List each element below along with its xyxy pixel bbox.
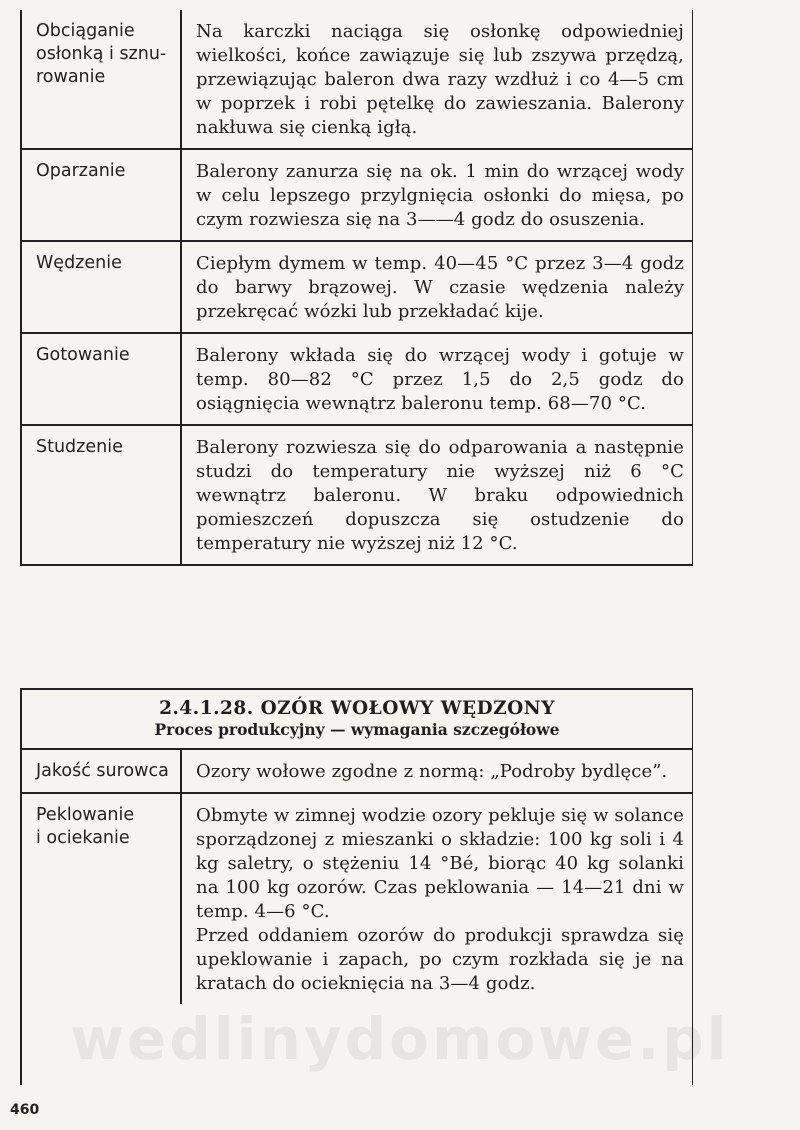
step-label: Oparzanie	[22, 150, 182, 240]
table-row	[22, 426, 692, 564]
table-header	[22, 690, 692, 750]
table-row	[22, 334, 692, 426]
table-row	[22, 150, 692, 242]
step-description: Balerony wkłada się do wrzącej wody i gotuje w temp. 80—82 °C przez 1,5 do 2,5 godz do osiągnięcia wewnątrz baleronu temp. 68—70 °C.	[196, 345, 684, 414]
table-row	[22, 750, 692, 794]
step-label: Obciąganie osłonką i sznu- rowanie	[22, 10, 182, 148]
step-description: Na karczki naciąga się osłonkę odpowiedniej wielkości, końce zawiązuje się lub zszywa przędzą, przewiązując baleron dwa razy wzdłuż i co 4—5 cm w poprzek i robi pętelkę do zawieszania. Balerony nakłuwa się cienką igłą.	[196, 21, 684, 138]
step-label: Jakość surowca	[22, 750, 182, 792]
step-description: Ciepłym dymem w temp. 40—45 °C przez 3—4 godz do barwy brązowej. W czasie wędzenia należy przekręcać wózki lub przekładać kije.	[196, 253, 684, 322]
step-label: Peklowanie i ociekanie	[22, 794, 182, 1004]
step-label: Studzenie	[22, 426, 182, 564]
table-row	[22, 10, 692, 150]
step-description: Balerony rozwiesza się do odparowania a następnie studzi do temperatury nie wyższej niż 6 °C wewnątrz baleronu. W braku odpowiednich pomieszczeń dopuszcza się ostudzenie do temperatury nie wyższej niż 12 °C.	[196, 437, 684, 554]
section-title: 2.4.1.28. OZÓR WOŁOWY WĘDZONY	[159, 698, 555, 719]
table-row	[22, 242, 692, 334]
paragraph: Obmyte w zimnej wodzie ozory pekluje się w solance sporządzonej z mieszanki o składzie: 100 kg soli i 4 kg saletry, o stężeniu 14 °Bé, biorąc 40 kg solanki na 100 kg ozorów. Czas peklowania — 14—21 dni w temp. 4—6 °C.	[196, 805, 684, 922]
step-description: Balerony zanurza się na ok. 1 min do wrzącej wody w celu lepszego przylgnięcia osłonki do mięsa, po czym rozwiesza się na 3——4 godz do osuszenia.	[196, 161, 684, 230]
process-table-1	[20, 10, 693, 566]
step-description	[182, 750, 692, 792]
step-label: Gotowanie	[22, 334, 182, 424]
paragraph: Ozory wołowe zgodne z normą: „Podroby bydlęce”.	[196, 761, 668, 782]
page-number: 460	[10, 1102, 40, 1118]
section-subtitle: Proces produkcyjny — wymagania szczegółowe	[154, 720, 560, 739]
step-description	[182, 794, 692, 1004]
step-label: Wędzenie	[22, 242, 182, 332]
watermark: wedlinydomowe.pl	[70, 1005, 730, 1073]
process-table-2	[20, 688, 693, 1085]
table-row	[22, 794, 692, 1004]
paragraph: Przed oddaniem ozorów do produkcji sprawdza się upeklowanie i zapach, po czym rozkłada się je na kratach do ocieknięcia na 3—4 godz.	[196, 925, 684, 994]
